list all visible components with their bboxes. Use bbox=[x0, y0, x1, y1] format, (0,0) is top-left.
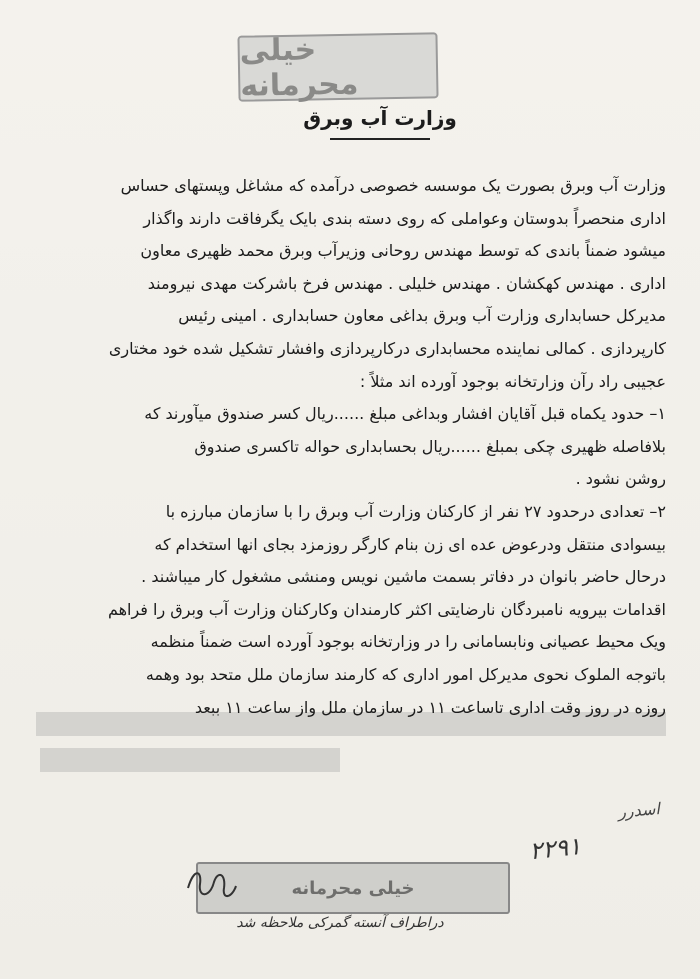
bottom-classification-stamp: خیلی محرمانه bbox=[196, 862, 510, 914]
text-line: اقدامات بیرویه نامبردگان نارضایتی اکثر کارمندان وکارکنان وزارت آب وبرق را فراهم bbox=[107, 599, 666, 619]
text-line: کارپردازی . کمالی نماینده محسابداری درکارپردازی وافشار تشکیل شده خود مختاری bbox=[108, 338, 666, 358]
text-line: اداری . مهندس کهکشان . مهندس خلیلی . مهندس فرخ باشرکت مهدی نیرومند bbox=[147, 273, 666, 293]
body-text bbox=[36, 170, 666, 724]
text-line: ویک محیط عصیانی ونابسامانی را در وزارتخانه بوجود آورده است ضمناً منظمه bbox=[150, 632, 666, 652]
text-line: بلافاصله ظهیری چکی بمبلغ ......ریال بحسابداری حواله تاکسری صندوق bbox=[194, 436, 666, 456]
document-title: وزارت آب وبرق bbox=[303, 106, 457, 130]
handwritten-mark: اسدرر bbox=[617, 798, 661, 822]
text-line: بیسوادی منتقل ودرعوض عده ای زن بنام کارگر روزمزد بجای انها استخدام که bbox=[154, 534, 666, 554]
text-line: روزه در روز وقت اداری تاساعت ۱۱ در سازمان ملل واز ساعت ۱۱ ببعد bbox=[194, 697, 666, 717]
title-underline bbox=[330, 138, 430, 140]
text-line: میشود ضمناً باندی که توسط مهندس روحانی وزیرآب وبرق محمد ظهیری معاون bbox=[140, 241, 666, 261]
text-line: اداری منحصراً بدوستان وعواملی که روی دسته بندی بایک یگرفاقت دارند واگذار bbox=[143, 208, 666, 228]
text-line: روشن نشود . bbox=[575, 469, 666, 489]
text-line: درحال حاضر بانوان در دفاتر بسمت ماشین نویس ومنشی مشغول کار میباشند . bbox=[141, 567, 666, 587]
highlight-band bbox=[40, 748, 340, 772]
text-line: وزارت آب وبرق بصورت یک موسسه خصوصی درآمده که مشاغل وپستهای حساس bbox=[120, 176, 666, 195]
text-line: عجیبی راد رآن وزارتخانه بوجود آورده اند مثلاً : bbox=[359, 371, 666, 391]
signature-scribble-icon bbox=[180, 858, 240, 908]
top-classification-stamp: خیلی محرمانه bbox=[237, 32, 438, 101]
handwritten-number: ۲۲۹۱ bbox=[528, 832, 583, 866]
text-line: ۱– حدود یکماه قبل آقایان افشار وبداغی مبلغ ......ریال کسر صندوق میآورند که bbox=[144, 404, 666, 424]
text-line: باتوجه الملوک نحوی مدیرکل امور اداری که کارمند سازمان ملل متحد بود وهمه bbox=[145, 664, 666, 684]
handwritten-note: دراطراف آنسته گمرکی ملاحظه شد bbox=[236, 915, 444, 931]
text-line: مدیرکل حسابداری وزارت آب وبرق بداغی معاون حسابداری . امینی رئیس bbox=[178, 306, 666, 326]
text-line: ۲– تعدادی درحدود ۲۷ نفر از کارکنان وزارت آب وبرق را با سازمان مبارزه با bbox=[165, 501, 666, 521]
